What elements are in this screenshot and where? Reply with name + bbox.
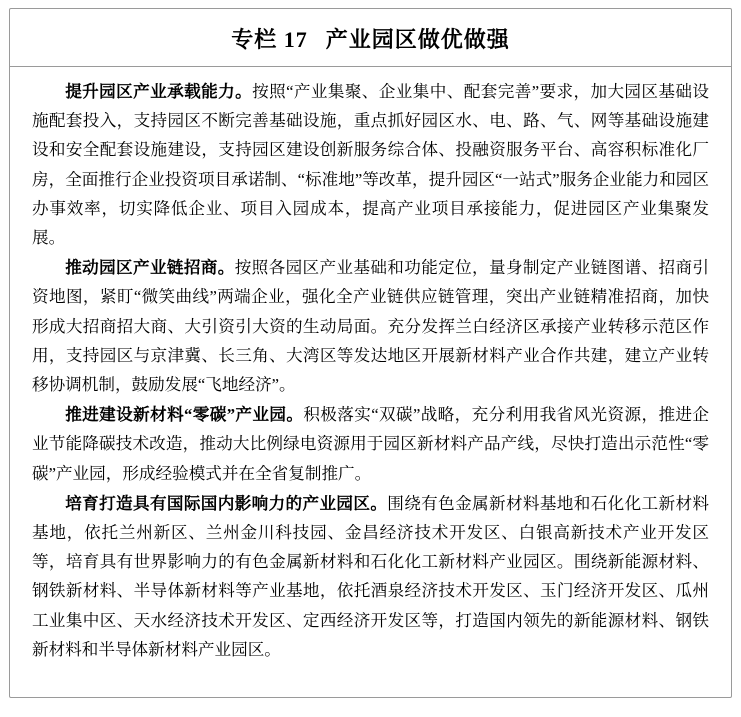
paragraph-lead: 推进建设新材料“零碳”产业园。 <box>65 405 304 425</box>
paragraph-text: 围绕有色金属新材料基地和石化化工新材料基地，依托兰州新区、兰州金川科技园、金昌经济技术开发区、白银高新技术产业开发区等，培育具有世界影响力的有色金属新材料和石化化工新材料产业园区。围绕新能源材料、钢铁新材料、半导体新材料等产业基地，依托酒泉经济技术开发区、玉门经济开发区、瓜州工业集中区、天水经济技术开发区、定西经济开发区等，打造国内领先的新能源材料、钢铁新材料和半导体新材料产业园区。 <box>32 493 710 659</box>
paragraph-text: 积极落实“双碳”战略，充分利用我省风光资源，推进企业节能降碳技术改造，推动大比例绿电资源用于园区新材料产品产线，尽快打造出示范性“零碳”产业园，形成经验模式并在全省复制推广。 <box>32 405 709 483</box>
document-page <box>0 8 741 717</box>
paragraph-lead: 培育打造具有国际国内影响力的产业园区。 <box>65 493 388 513</box>
paragraph-text: 按照“产业集聚、企业集中、配套完善”要求，加大园区基础设施配套投入，支持园区不断完善基础设施，重点抓好园区水、电、路、气、网等基础设施建设和安全配套设施建设，支持园区建设创新服务综合体、投融资服务平台、高容积标准化厂房，全面推行企业投资项目承诺制、“标准地”等改革，提升园区“一站式”服务企业能力和园区办事效率，切实降低企业、项目入园成本，提高产业项目承接能力，促进园区产业集聚发展。 <box>32 82 709 248</box>
paragraph <box>32 77 709 252</box>
box-title-name: 产业园区做优做强 <box>325 27 510 52</box>
feature-box <box>9 8 732 698</box>
box-body <box>10 67 731 664</box>
box-title <box>10 9 731 58</box>
paragraph-text: 按照各园区产业基础和功能定位，量身制定产业链图谱、招商引资地图，紧盯“微笑曲线”两端企业，强化全产业链供应链管理，突出产业链精准招商，加快形成大招商招大商、大引资引大资的生动局面。充分发挥兰白经济区承接产业转移示范区作用，支持园区与京津冀、长三角、大湾区等发达地区开展新材料产业合作共建，建立产业转移协调机制，鼓励发展“飞地经济”。 <box>32 258 710 395</box>
paragraph <box>32 400 709 488</box>
paragraph-lead: 推动园区产业链招商。 <box>65 258 235 278</box>
paragraph <box>32 489 709 664</box>
paragraph <box>32 253 709 399</box>
paragraph-lead: 提升园区产业承载能力。 <box>65 82 253 101</box>
box-title-label: 专栏 17 <box>231 27 308 52</box>
